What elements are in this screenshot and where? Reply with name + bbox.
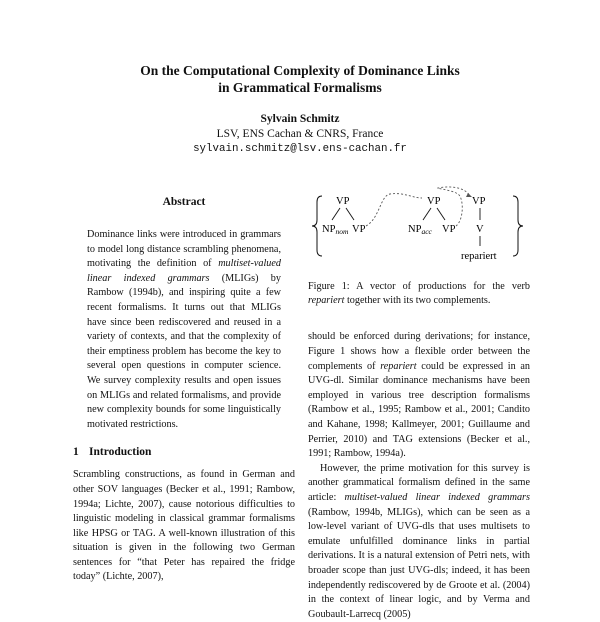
dominance-link-arrow (466, 193, 472, 197)
title-line-2: in Grammatical Formalisms (218, 80, 382, 95)
tree2-root: VP (427, 196, 441, 207)
dominance-link-1 (366, 194, 422, 226)
introduction-text: Scrambling constructions, as found in German and other SOV languages (Becker et al., 1991; Rambow, 1994a; Lichte, 2007), cause notorious difficulties to linguistic modeling in classical grammar formalisms like HPSG or TAG. A well-known illustration of this situation is given in the following two German sentences for “that Peter has repaired the fridge today” (Lichte, 2007), (73, 469, 295, 583)
right-brace (513, 196, 523, 256)
tree2-vp: VP (442, 224, 456, 235)
left-brace (312, 196, 322, 256)
tree3-root: VP (472, 196, 486, 207)
author-block (0, 112, 600, 157)
p2-part1: However, the prime motivation for this survey is another grammatical formalism defined in the same article: (308, 462, 530, 503)
title-line-1: On the Computational Complexity of Dominance Links (140, 63, 460, 78)
caption-part2: together with its two complements. (344, 295, 491, 307)
p1-part1: should be enforced during derivations; for instance, Figure 1 shows how a flexible order between the complements of (308, 331, 530, 372)
caption-italic: repariert (308, 295, 345, 307)
tree1-edge-right (346, 208, 354, 220)
section-heading-introduction (73, 446, 295, 458)
right-column (308, 182, 530, 622)
abstract-text (87, 228, 281, 432)
dominance-link-2 (437, 187, 470, 226)
tree2-edge-right (437, 208, 445, 220)
section-title: Introduction (89, 446, 152, 459)
tree1-root: VP (336, 196, 350, 207)
tree2-np: NPacc (408, 224, 432, 236)
tree1-edge-left (332, 208, 340, 220)
abstract-text-part1: Dominance links were introduced in grammars to model long distance scrambling phenomena, motivating the definition of (87, 229, 281, 270)
p1-part2: could be expressed in an UVG-dl. Similar dominance mechanisms have been employed in various tree description formalisms (Rambow et al., 1995; Rambow et al., 2001; Candito and Kahane, 1998; Kallmeyer, 2001; Guillaume and Perrier, 2010) and TAG extensions (Becker et al., 1991; Rambow, 1994a). (308, 360, 530, 460)
abstract-heading: Abstract (162, 196, 206, 208)
paper-title (0, 62, 600, 96)
tree1-vp: VP (352, 224, 366, 235)
tree2-edge-left (423, 208, 431, 220)
tree3-v: V (476, 224, 484, 235)
figure-1-caption (308, 280, 530, 308)
author-email: sylvain.schmitz@lsv.ens-cachan.fr (193, 143, 407, 155)
abstract-text-italic: multiset-valued linear indexed grammars (87, 258, 281, 284)
figure-1-trees (308, 182, 530, 266)
right-paragraph-2 (308, 462, 530, 622)
section-number: 1 (73, 446, 79, 459)
p2-italic: multiset-valued linear indexed grammars (344, 491, 530, 503)
p1-italic: repariert (380, 360, 417, 372)
left-column (73, 196, 295, 585)
tree1-np: NPnom (322, 224, 349, 236)
author-affiliation: LSV, ENS Cachan & CNRS, France (216, 128, 384, 140)
tree3-leaf: repariert (461, 251, 497, 262)
right-paragraph-1 (308, 330, 530, 461)
p2-part2: (Rambow, 1994b, MLIGs), which can be seen as a low-level variant of UVG-dls that uses multisets to emulate unfulfilled dominance links in partial derivations. It is a natural extension of Petri nets, with broader scope than just UVG-dls; indeed, it has been independently rediscovered by de Groote et al. (2004) in the context of linear logic, and by Verma and Goubault-Larrecq (2005) (308, 506, 530, 620)
figure-1 (308, 182, 530, 266)
caption-part1: Figure 1: A vector of productions for the verb (308, 281, 530, 292)
abstract-text-part2: (MLIGs) by Rambow (1994b), and inspiring quite a few recent formalisms. It turns out that MLIGs have since been rediscovered and reused in a variety of contexts, and that the complexity of their emptiness problem has become the key to several open questions in computer science. We survey complexity results and open issues on MLIGs and related formalisms, and provide new complexity bounds for some linguistically motivated restrictions. (87, 272, 281, 430)
author-name: Sylvain Schmitz (260, 113, 340, 125)
